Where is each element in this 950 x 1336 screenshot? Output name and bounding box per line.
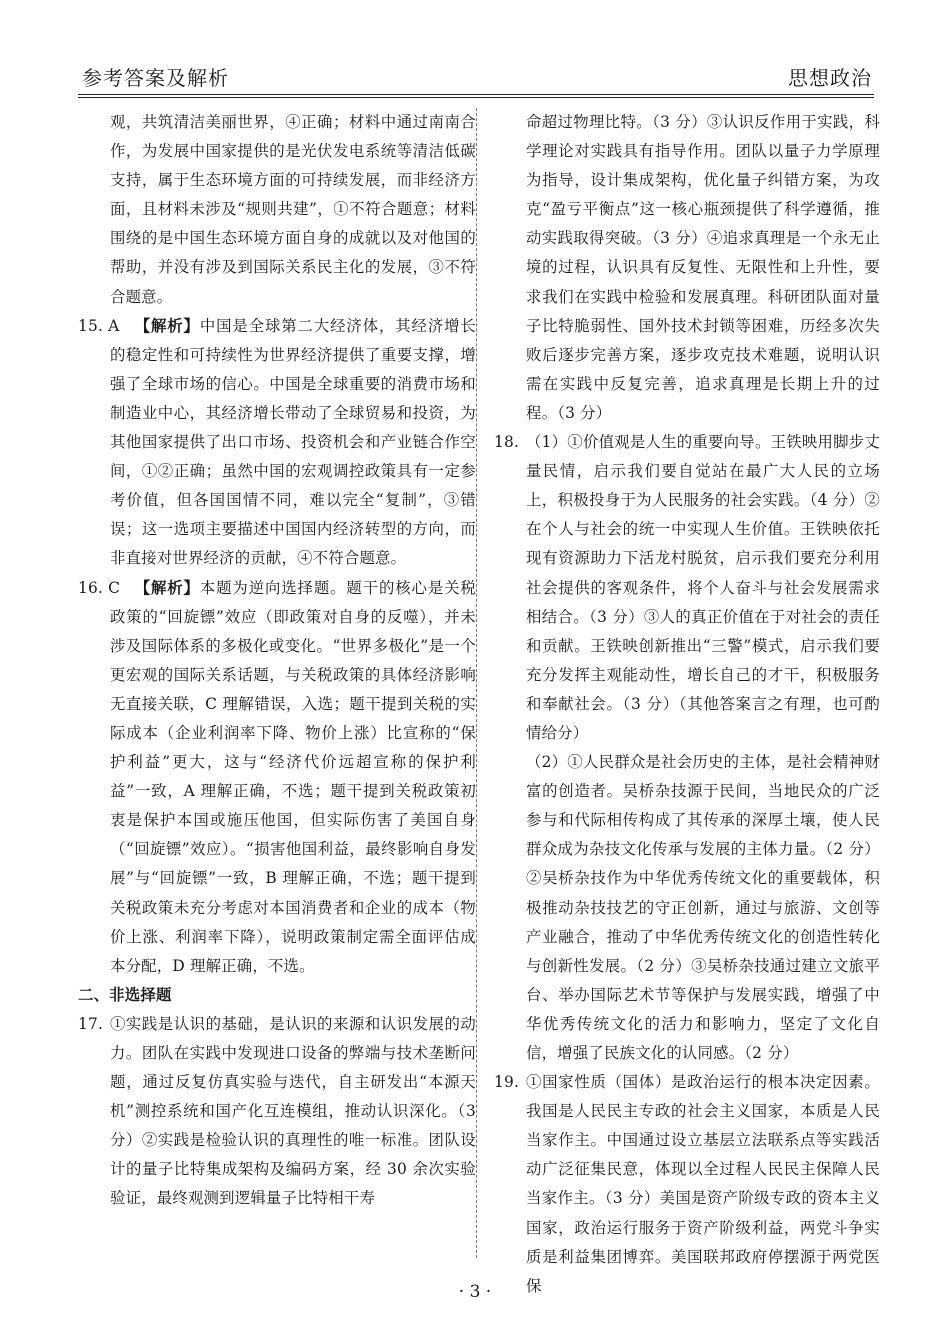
answer-item-19 [494,1068,880,1301]
column-divider [476,108,477,1258]
answer-item-15 [78,312,476,574]
answer-item-18 [494,428,880,748]
item-text-part1: （1）①价值观是人生的重要向导。王铁映用脚步丈量民情，启示我们要自觉站在最广大人民的立场上，积极投身于为人民服务的社会实践。（4 分）②在个人与社会的统一中实现人生价值。王铁映依托现有资源助力下活龙村脱贫，启示我们要充分利用社会提供的客观条件，将个人奋斗与社会发展需求相结合。（3 分）③人的真正价值在于对社会的责任和贡献。王铁映创新推出“三警”模式，启示我们要充分发挥主观能动性，增长自己的才干，积极服务和奉献社会。（3 分）（其他答案言之有理，也可酌情给分） [526,433,880,742]
section-heading: 二、非选择题 [78,985,172,1004]
header-rule-double [78,97,874,98]
page-number: · 3 · [458,1282,492,1302]
item-text: ①实践是认识的基础，是认识的来源和认识发展的动力。团队在实践中发现进口设备的弊端与技术垄断问题，通过反复仿真实验与迭代，自主研发出“本源天机”测控系统和国产化互连模组，推动认识深化。（3 分）②实践是检验认识的真理性的唯一标准。团队设计的量子比特集成架构及编码方案，经 30 余次实验验证，最终观测到逻辑量子比特相干寿 [110,1014,476,1208]
item-number: 15. A [78,316,120,335]
page-header [78,58,874,98]
q17-continuation: 命超过物理比特。（3 分）③认识反作用于实践，科学理论对实践具有指导作用。团队以量子力学原理为指导，设计集成架构，优化量子纠错方案，为攻克“盈亏平衡点”这一核心瓶颈提供了科学遵循，推动实践取得突破。（3 分）④追求真理是一个永无止境的过程，认识具有反复性、无限性和上升性，要求我们在实践中检验和发展真理。科研团队面对量子比特脆弱性、国外技术封锁等困难，历经多次失败后逐步完善方案，逐步攻克技术难题，说明认识需在实践中反复完善，追求真理是长期上升的过程。（3 分） [526,113,880,422]
header-rule [78,94,874,95]
item-number: 18. [494,433,520,452]
analysis-tag: 【解析】 [134,578,200,597]
header-subject: 思想政治 [788,66,872,90]
answer-item-17 [78,1010,476,1214]
item-number: 17. [78,1014,104,1033]
analysis-tag: 【解析】 [134,316,200,335]
item-text: 本题为逆向选择题。题干的核心是关税政策的“回旋镖”效应（即政策对自身的反噬），并未涉及国际体系的多极化或变化。“世界多极化”是一个更宏观的国际关系话题，与关税政策的具体经济影响无直接关联，C 理解错误，入选；题干提到关税的实际成本（企业利润率下降、物价上涨）比宣称的“保护利益”更大，这与“经济代价远超宣称的保护利益”一致，A 理解正确，不选；题干提到关税政策初衷是保护本国或施压他国，但实际伤害了美国自身（“回旋镖”效应）。“损害他国利益，最终影响自身发展”与“回旋镖”一致，B 理解正确，不选；题干提到关税政策未充分考虑对本国消费者和企业的成本（物价上涨、利润率下降），说明政策制定需全面评估成本分配，D 理解正确，不选。 [110,578,476,975]
q14-continuation: 观，共筑清洁美丽世界，④正确；材料中通过南南合作，为发展中国家提供的是光伏发电系统等清洁低碳支持，属于生态环境方面的可持续发展，而非经济方面，且材料未涉及“规则共建”，①不符合题意；材料围绕的是中国生态环境方面自身的成就以及对他国的帮助，并没有涉及到国际关系民主化的发展，③不符合题意。 [110,113,476,306]
item-number: 16. C [78,578,121,597]
item-text: ①国家性质（国体）是政治运行的根本决定因素。我国是人民民主专政的社会主义国家，本质是人民当家作主。中国通过设立基层立法联系点等实践活动广泛征集民意，体现以全过程人民民主保障人民当家作主。（3 分）美国是资产阶级专政的资本主义国家，政治运行服务于资产阶级利益，两党斗争实质是利益集团博弈。美国联邦政府停摆源于两党医保 [526,1073,880,1295]
header-title: 参考答案及解析 [82,66,229,90]
answer-item-16 [78,574,476,981]
left-column [78,108,476,1214]
answer-item-18-part2: （2）①人民群众是社会历史的主体，是社会精神财富的创造者。吴桥杂技源于民间，当地民众的广泛参与和代际相传构成了其传承的深厚土壤，使人民群众成为杂技文化传承与发展的主体力量。（2 分）②吴桥杂技作为中华优秀传统文化的重要载体，积极推动杂技技艺的守正创新，通过与旅游、文创等产业融合，推动了中华优秀传统文化的创造性转化与创新性发展。（2 分）③吴桥杂技通过建立文旅平台、举办国际艺术节等保护与发展实践，增强了中华优秀传统文化的活力和影响力，坚定了文化自信，增强了民族文化的认同感。（2 分） [526,753,880,1062]
item-number: 19. [494,1073,520,1092]
right-column [494,108,880,1301]
item-text: 中国是全球第二大经济体，其经济增长的稳定性和可持续性为世界经济提供了重要支撑，增强了全球市场的信心。中国是全球重要的消费市场和制造业中心，其经济增长带动了全球贸易和投资，为其他国家提供了出口市场、投资机会和产业链合作空间，①②正确；虽然中国的宏观调控政策具有一定参考价值，但各国国情不同，难以完全“复制”，③错误；这一选项主要描述中国国内经济转型的方向，而非直接对世界经济的贡献，④不符合题意。 [110,316,476,568]
